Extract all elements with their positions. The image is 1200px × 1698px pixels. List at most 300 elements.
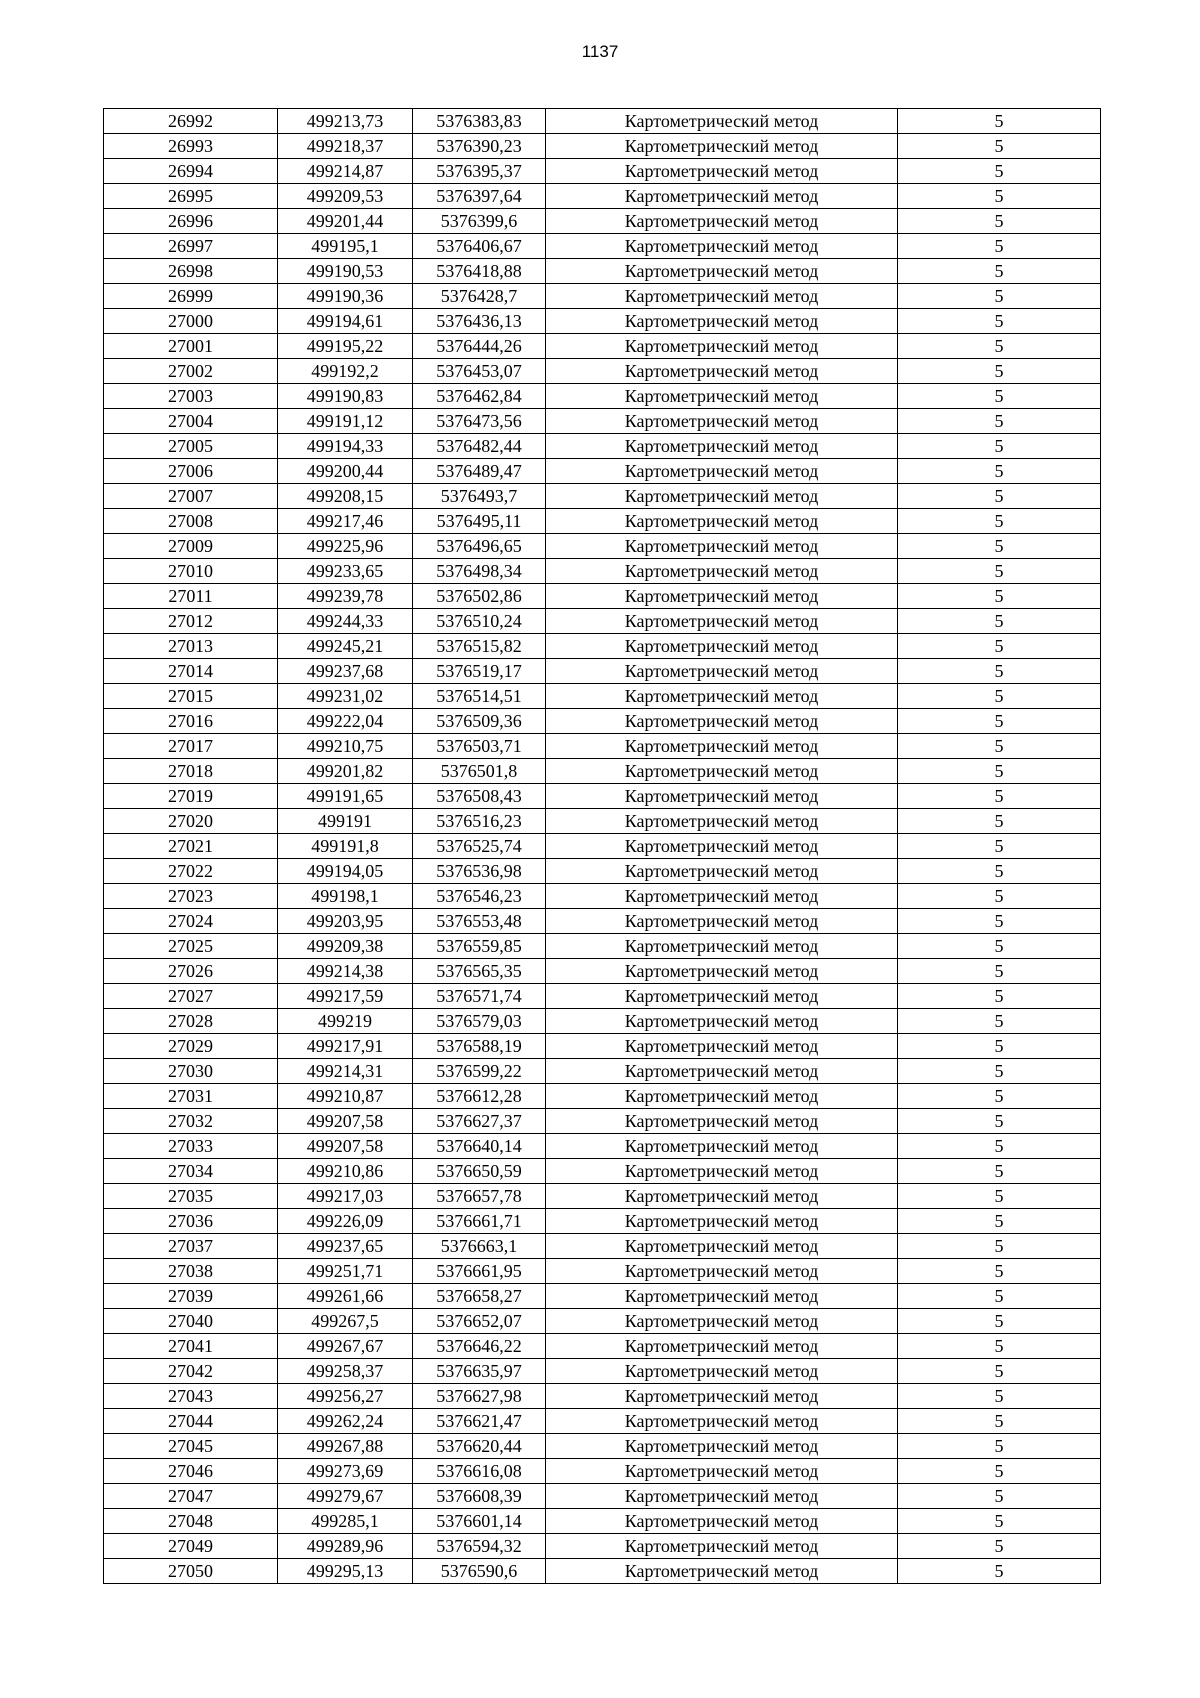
accuracy-cell: 5 <box>898 859 1101 884</box>
y-coordinate-cell: 5376496,65 <box>413 534 546 559</box>
table-row <box>104 484 1101 509</box>
accuracy-cell: 5 <box>898 159 1101 184</box>
x-coordinate-cell: 499261,66 <box>278 1284 413 1309</box>
point-number-cell: 27013 <box>104 634 278 659</box>
point-number-cell: 27033 <box>104 1134 278 1159</box>
method-cell: Картометрический метод <box>546 1109 898 1134</box>
x-coordinate-cell: 499208,15 <box>278 484 413 509</box>
x-coordinate-cell: 499213,73 <box>278 109 413 134</box>
accuracy-cell: 5 <box>898 834 1101 859</box>
table-row <box>104 1359 1101 1384</box>
accuracy-cell: 5 <box>898 1084 1101 1109</box>
y-coordinate-cell: 5376640,14 <box>413 1134 546 1159</box>
point-number-cell: 27003 <box>104 384 278 409</box>
table-row <box>104 609 1101 634</box>
point-number-cell: 27004 <box>104 409 278 434</box>
method-cell: Картометрический метод <box>546 1334 898 1359</box>
y-coordinate-cell: 5376395,37 <box>413 159 546 184</box>
table-row <box>104 384 1101 409</box>
y-coordinate-cell: 5376399,6 <box>413 209 546 234</box>
accuracy-cell: 5 <box>898 884 1101 909</box>
method-cell: Картометрический метод <box>546 1534 898 1559</box>
table-row <box>104 184 1101 209</box>
method-cell: Картометрический метод <box>546 1409 898 1434</box>
y-coordinate-cell: 5376493,7 <box>413 484 546 509</box>
point-number-cell: 27029 <box>104 1034 278 1059</box>
point-number-cell: 27021 <box>104 834 278 859</box>
y-coordinate-cell: 5376620,44 <box>413 1434 546 1459</box>
x-coordinate-cell: 499214,38 <box>278 959 413 984</box>
method-cell: Картометрический метод <box>546 1284 898 1309</box>
table-row <box>104 934 1101 959</box>
x-coordinate-cell: 499201,82 <box>278 759 413 784</box>
x-coordinate-cell: 499198,1 <box>278 884 413 909</box>
y-coordinate-cell: 5376601,14 <box>413 1509 546 1534</box>
x-coordinate-cell: 499231,02 <box>278 684 413 709</box>
x-coordinate-cell: 499256,27 <box>278 1384 413 1409</box>
x-coordinate-cell: 499195,22 <box>278 334 413 359</box>
point-number-cell: 27030 <box>104 1059 278 1084</box>
point-number-cell: 27011 <box>104 584 278 609</box>
point-number-cell: 27028 <box>104 1009 278 1034</box>
point-number-cell: 27008 <box>104 509 278 534</box>
method-cell: Картометрический метод <box>546 209 898 234</box>
table-row <box>104 1209 1101 1234</box>
accuracy-cell: 5 <box>898 409 1101 434</box>
table-row <box>104 1534 1101 1559</box>
point-number-cell: 26992 <box>104 109 278 134</box>
accuracy-cell: 5 <box>898 1534 1101 1559</box>
coordinates-table <box>103 108 1101 1584</box>
y-coordinate-cell: 5376397,64 <box>413 184 546 209</box>
point-number-cell: 27016 <box>104 709 278 734</box>
method-cell: Картометрический метод <box>546 534 898 559</box>
point-number-cell: 27000 <box>104 309 278 334</box>
method-cell: Картометрический метод <box>546 684 898 709</box>
method-cell: Картометрический метод <box>546 559 898 584</box>
y-coordinate-cell: 5376621,47 <box>413 1409 546 1434</box>
y-coordinate-cell: 5376650,59 <box>413 1159 546 1184</box>
x-coordinate-cell: 499191,8 <box>278 834 413 859</box>
x-coordinate-cell: 499219 <box>278 1009 413 1034</box>
x-coordinate-cell: 499210,75 <box>278 734 413 759</box>
accuracy-cell: 5 <box>898 1159 1101 1184</box>
y-coordinate-cell: 5376428,7 <box>413 284 546 309</box>
table-row <box>104 209 1101 234</box>
table-row <box>104 159 1101 184</box>
x-coordinate-cell: 499192,2 <box>278 359 413 384</box>
table-row <box>104 1509 1101 1534</box>
method-cell: Картометрический метод <box>546 1234 898 1259</box>
method-cell: Картометрический метод <box>546 1259 898 1284</box>
x-coordinate-cell: 499207,58 <box>278 1109 413 1134</box>
y-coordinate-cell: 5376612,28 <box>413 1084 546 1109</box>
y-coordinate-cell: 5376515,82 <box>413 634 546 659</box>
table-row <box>104 784 1101 809</box>
accuracy-cell: 5 <box>898 1559 1101 1584</box>
table-row <box>104 809 1101 834</box>
y-coordinate-cell: 5376501,8 <box>413 759 546 784</box>
table-row <box>104 234 1101 259</box>
method-cell: Картометрический метод <box>546 434 898 459</box>
table-row <box>104 684 1101 709</box>
accuracy-cell: 5 <box>898 1459 1101 1484</box>
accuracy-cell: 5 <box>898 1134 1101 1159</box>
accuracy-cell: 5 <box>898 234 1101 259</box>
table-row <box>104 1284 1101 1309</box>
accuracy-cell: 5 <box>898 559 1101 584</box>
table-row <box>104 1184 1101 1209</box>
method-cell: Картометрический метод <box>546 1484 898 1509</box>
accuracy-cell: 5 <box>898 1409 1101 1434</box>
accuracy-cell: 5 <box>898 734 1101 759</box>
table-row <box>104 1084 1101 1109</box>
accuracy-cell: 5 <box>898 1209 1101 1234</box>
accuracy-cell: 5 <box>898 1384 1101 1409</box>
accuracy-cell: 5 <box>898 484 1101 509</box>
y-coordinate-cell: 5376661,95 <box>413 1259 546 1284</box>
method-cell: Картометрический метод <box>546 1009 898 1034</box>
method-cell: Картометрический метод <box>546 659 898 684</box>
y-coordinate-cell: 5376652,07 <box>413 1309 546 1334</box>
method-cell: Картометрический метод <box>546 509 898 534</box>
table-row <box>104 1109 1101 1134</box>
method-cell: Картометрический метод <box>546 1309 898 1334</box>
point-number-cell: 27034 <box>104 1159 278 1184</box>
point-number-cell: 27007 <box>104 484 278 509</box>
x-coordinate-cell: 499190,53 <box>278 259 413 284</box>
method-cell: Картометрический метод <box>546 1084 898 1109</box>
point-number-cell: 27036 <box>104 1209 278 1234</box>
accuracy-cell: 5 <box>898 1484 1101 1509</box>
method-cell: Картометрический метод <box>546 934 898 959</box>
accuracy-cell: 5 <box>898 434 1101 459</box>
method-cell: Картометрический метод <box>546 384 898 409</box>
x-coordinate-cell: 499207,58 <box>278 1134 413 1159</box>
table-row <box>104 534 1101 559</box>
method-cell: Картометрический метод <box>546 1034 898 1059</box>
point-number-cell: 27024 <box>104 909 278 934</box>
method-cell: Картометрический метод <box>546 259 898 284</box>
point-number-cell: 26996 <box>104 209 278 234</box>
point-number-cell: 26998 <box>104 259 278 284</box>
accuracy-cell: 5 <box>898 584 1101 609</box>
method-cell: Картометрический метод <box>546 1509 898 1534</box>
point-number-cell: 27031 <box>104 1084 278 1109</box>
table-row <box>104 634 1101 659</box>
y-coordinate-cell: 5376406,67 <box>413 234 546 259</box>
table-row <box>104 1409 1101 1434</box>
point-number-cell: 27010 <box>104 559 278 584</box>
table-row <box>104 509 1101 534</box>
method-cell: Картометрический метод <box>546 784 898 809</box>
x-coordinate-cell: 499191,12 <box>278 409 413 434</box>
x-coordinate-cell: 499194,05 <box>278 859 413 884</box>
point-number-cell: 27047 <box>104 1484 278 1509</box>
y-coordinate-cell: 5376508,43 <box>413 784 546 809</box>
table-row <box>104 759 1101 784</box>
point-number-cell: 26993 <box>104 134 278 159</box>
point-number-cell: 27012 <box>104 609 278 634</box>
y-coordinate-cell: 5376559,85 <box>413 934 546 959</box>
x-coordinate-cell: 499203,95 <box>278 909 413 934</box>
y-coordinate-cell: 5376489,47 <box>413 459 546 484</box>
y-coordinate-cell: 5376635,97 <box>413 1359 546 1384</box>
y-coordinate-cell: 5376516,23 <box>413 809 546 834</box>
x-coordinate-cell: 499191 <box>278 809 413 834</box>
table-row <box>104 959 1101 984</box>
point-number-cell: 27045 <box>104 1434 278 1459</box>
table-row <box>104 1009 1101 1034</box>
y-coordinate-cell: 5376594,32 <box>413 1534 546 1559</box>
y-coordinate-cell: 5376657,78 <box>413 1184 546 1209</box>
x-coordinate-cell: 499195,1 <box>278 234 413 259</box>
point-number-cell: 27038 <box>104 1259 278 1284</box>
x-coordinate-cell: 499222,04 <box>278 709 413 734</box>
table-row <box>104 1259 1101 1284</box>
y-coordinate-cell: 5376514,51 <box>413 684 546 709</box>
table-row <box>104 309 1101 334</box>
accuracy-cell: 5 <box>898 359 1101 384</box>
x-coordinate-cell: 499217,03 <box>278 1184 413 1209</box>
y-coordinate-cell: 5376546,23 <box>413 884 546 909</box>
y-coordinate-cell: 5376498,34 <box>413 559 546 584</box>
y-coordinate-cell: 5376661,71 <box>413 1209 546 1234</box>
accuracy-cell: 5 <box>898 534 1101 559</box>
point-number-cell: 27025 <box>104 934 278 959</box>
x-coordinate-cell: 499194,61 <box>278 309 413 334</box>
method-cell: Картометрический метод <box>546 834 898 859</box>
method-cell: Картометрический метод <box>546 1209 898 1234</box>
x-coordinate-cell: 499244,33 <box>278 609 413 634</box>
x-coordinate-cell: 499191,65 <box>278 784 413 809</box>
table-row <box>104 284 1101 309</box>
point-number-cell: 27022 <box>104 859 278 884</box>
point-number-cell: 27026 <box>104 959 278 984</box>
y-coordinate-cell: 5376608,39 <box>413 1484 546 1509</box>
method-cell: Картометрический метод <box>546 309 898 334</box>
accuracy-cell: 5 <box>898 334 1101 359</box>
accuracy-cell: 5 <box>898 184 1101 209</box>
method-cell: Картометрический метод <box>546 1384 898 1409</box>
accuracy-cell: 5 <box>898 709 1101 734</box>
point-number-cell: 26995 <box>104 184 278 209</box>
table-row <box>104 1059 1101 1084</box>
method-cell: Картометрический метод <box>546 409 898 434</box>
table-row <box>104 1434 1101 1459</box>
y-coordinate-cell: 5376509,36 <box>413 709 546 734</box>
x-coordinate-cell: 499209,38 <box>278 934 413 959</box>
x-coordinate-cell: 499214,87 <box>278 159 413 184</box>
x-coordinate-cell: 499190,83 <box>278 384 413 409</box>
method-cell: Картометрический метод <box>546 1559 898 1584</box>
method-cell: Картометрический метод <box>546 859 898 884</box>
table-row <box>104 909 1101 934</box>
y-coordinate-cell: 5376588,19 <box>413 1034 546 1059</box>
y-coordinate-cell: 5376579,03 <box>413 1009 546 1034</box>
point-number-cell: 27020 <box>104 809 278 834</box>
method-cell: Картометрический метод <box>546 1434 898 1459</box>
accuracy-cell: 5 <box>898 259 1101 284</box>
table-row <box>104 134 1101 159</box>
method-cell: Картометрический метод <box>546 909 898 934</box>
point-number-cell: 27017 <box>104 734 278 759</box>
point-number-cell: 27015 <box>104 684 278 709</box>
y-coordinate-cell: 5376663,1 <box>413 1234 546 1259</box>
method-cell: Картометрический метод <box>546 459 898 484</box>
table-row <box>104 1459 1101 1484</box>
method-cell: Картометрический метод <box>546 484 898 509</box>
accuracy-cell: 5 <box>898 1334 1101 1359</box>
method-cell: Картометрический метод <box>546 134 898 159</box>
accuracy-cell: 5 <box>898 134 1101 159</box>
point-number-cell: 26999 <box>104 284 278 309</box>
method-cell: Картометрический метод <box>546 1359 898 1384</box>
method-cell: Картометрический метод <box>546 184 898 209</box>
accuracy-cell: 5 <box>898 284 1101 309</box>
point-number-cell: 27002 <box>104 359 278 384</box>
point-number-cell: 27009 <box>104 534 278 559</box>
x-coordinate-cell: 499273,69 <box>278 1459 413 1484</box>
accuracy-cell: 5 <box>898 1009 1101 1034</box>
method-cell: Картометрический метод <box>546 1184 898 1209</box>
x-coordinate-cell: 499217,59 <box>278 984 413 1009</box>
y-coordinate-cell: 5376519,17 <box>413 659 546 684</box>
point-number-cell: 27039 <box>104 1284 278 1309</box>
y-coordinate-cell: 5376658,27 <box>413 1284 546 1309</box>
method-cell: Картометрический метод <box>546 1159 898 1184</box>
method-cell: Картометрический метод <box>546 234 898 259</box>
method-cell: Картометрический метод <box>546 159 898 184</box>
y-coordinate-cell: 5376590,6 <box>413 1559 546 1584</box>
y-coordinate-cell: 5376565,35 <box>413 959 546 984</box>
point-number-cell: 27027 <box>104 984 278 1009</box>
accuracy-cell: 5 <box>898 909 1101 934</box>
y-coordinate-cell: 5376495,11 <box>413 509 546 534</box>
y-coordinate-cell: 5376525,74 <box>413 834 546 859</box>
point-number-cell: 27005 <box>104 434 278 459</box>
x-coordinate-cell: 499279,67 <box>278 1484 413 1509</box>
accuracy-cell: 5 <box>898 659 1101 684</box>
accuracy-cell: 5 <box>898 1309 1101 1334</box>
table-row <box>104 734 1101 759</box>
x-coordinate-cell: 499251,71 <box>278 1259 413 1284</box>
x-coordinate-cell: 499267,88 <box>278 1434 413 1459</box>
method-cell: Картометрический метод <box>546 284 898 309</box>
y-coordinate-cell: 5376482,44 <box>413 434 546 459</box>
y-coordinate-cell: 5376418,88 <box>413 259 546 284</box>
y-coordinate-cell: 5376473,56 <box>413 409 546 434</box>
x-coordinate-cell: 499201,44 <box>278 209 413 234</box>
accuracy-cell: 5 <box>898 759 1101 784</box>
y-coordinate-cell: 5376390,23 <box>413 134 546 159</box>
table-row <box>104 1334 1101 1359</box>
accuracy-cell: 5 <box>898 509 1101 534</box>
point-number-cell: 27019 <box>104 784 278 809</box>
method-cell: Картометрический метод <box>546 984 898 1009</box>
method-cell: Картометрический метод <box>546 359 898 384</box>
x-coordinate-cell: 499245,21 <box>278 634 413 659</box>
point-number-cell: 27050 <box>104 1559 278 1584</box>
accuracy-cell: 5 <box>898 634 1101 659</box>
table-row <box>104 1559 1101 1584</box>
method-cell: Картометрический метод <box>546 1059 898 1084</box>
y-coordinate-cell: 5376502,86 <box>413 584 546 609</box>
accuracy-cell: 5 <box>898 109 1101 134</box>
table-row <box>104 884 1101 909</box>
accuracy-cell: 5 <box>898 1109 1101 1134</box>
accuracy-cell: 5 <box>898 809 1101 834</box>
point-number-cell: 26997 <box>104 234 278 259</box>
point-number-cell: 27043 <box>104 1384 278 1409</box>
table-row <box>104 1384 1101 1409</box>
point-number-cell: 27014 <box>104 659 278 684</box>
x-coordinate-cell: 499239,78 <box>278 584 413 609</box>
accuracy-cell: 5 <box>898 1234 1101 1259</box>
method-cell: Картометрический метод <box>546 734 898 759</box>
y-coordinate-cell: 5376627,37 <box>413 1109 546 1134</box>
accuracy-cell: 5 <box>898 1034 1101 1059</box>
table-row <box>104 359 1101 384</box>
table-row <box>104 559 1101 584</box>
table-row <box>104 1309 1101 1334</box>
table-row <box>104 659 1101 684</box>
point-number-cell: 27037 <box>104 1234 278 1259</box>
x-coordinate-cell: 499225,96 <box>278 534 413 559</box>
y-coordinate-cell: 5376599,22 <box>413 1059 546 1084</box>
point-number-cell: 27035 <box>104 1184 278 1209</box>
accuracy-cell: 5 <box>898 684 1101 709</box>
x-coordinate-cell: 499267,5 <box>278 1309 413 1334</box>
y-coordinate-cell: 5376510,24 <box>413 609 546 634</box>
accuracy-cell: 5 <box>898 1184 1101 1209</box>
page-number: 1137 <box>581 42 619 61</box>
method-cell: Картометрический метод <box>546 1459 898 1484</box>
y-coordinate-cell: 5376436,13 <box>413 309 546 334</box>
x-coordinate-cell: 499218,37 <box>278 134 413 159</box>
x-coordinate-cell: 499295,13 <box>278 1559 413 1584</box>
y-coordinate-cell: 5376627,98 <box>413 1384 546 1409</box>
accuracy-cell: 5 <box>898 209 1101 234</box>
point-number-cell: 27023 <box>104 884 278 909</box>
point-number-cell: 26994 <box>104 159 278 184</box>
x-coordinate-cell: 499200,44 <box>278 459 413 484</box>
accuracy-cell: 5 <box>898 609 1101 634</box>
method-cell: Картометрический метод <box>546 884 898 909</box>
method-cell: Картометрический метод <box>546 759 898 784</box>
point-number-cell: 27041 <box>104 1334 278 1359</box>
accuracy-cell: 5 <box>898 959 1101 984</box>
method-cell: Картометрический метод <box>546 609 898 634</box>
y-coordinate-cell: 5376553,48 <box>413 909 546 934</box>
x-coordinate-cell: 499289,96 <box>278 1534 413 1559</box>
table-row <box>104 109 1101 134</box>
point-number-cell: 27044 <box>104 1409 278 1434</box>
table-row <box>104 459 1101 484</box>
x-coordinate-cell: 499237,68 <box>278 659 413 684</box>
table-row <box>104 1159 1101 1184</box>
table-row <box>104 709 1101 734</box>
x-coordinate-cell: 499285,1 <box>278 1509 413 1534</box>
x-coordinate-cell: 499217,91 <box>278 1034 413 1059</box>
point-number-cell: 27046 <box>104 1459 278 1484</box>
accuracy-cell: 5 <box>898 1434 1101 1459</box>
point-number-cell: 27040 <box>104 1309 278 1334</box>
method-cell: Картометрический метод <box>546 584 898 609</box>
table-row <box>104 1484 1101 1509</box>
accuracy-cell: 5 <box>898 1359 1101 1384</box>
table-row <box>104 409 1101 434</box>
